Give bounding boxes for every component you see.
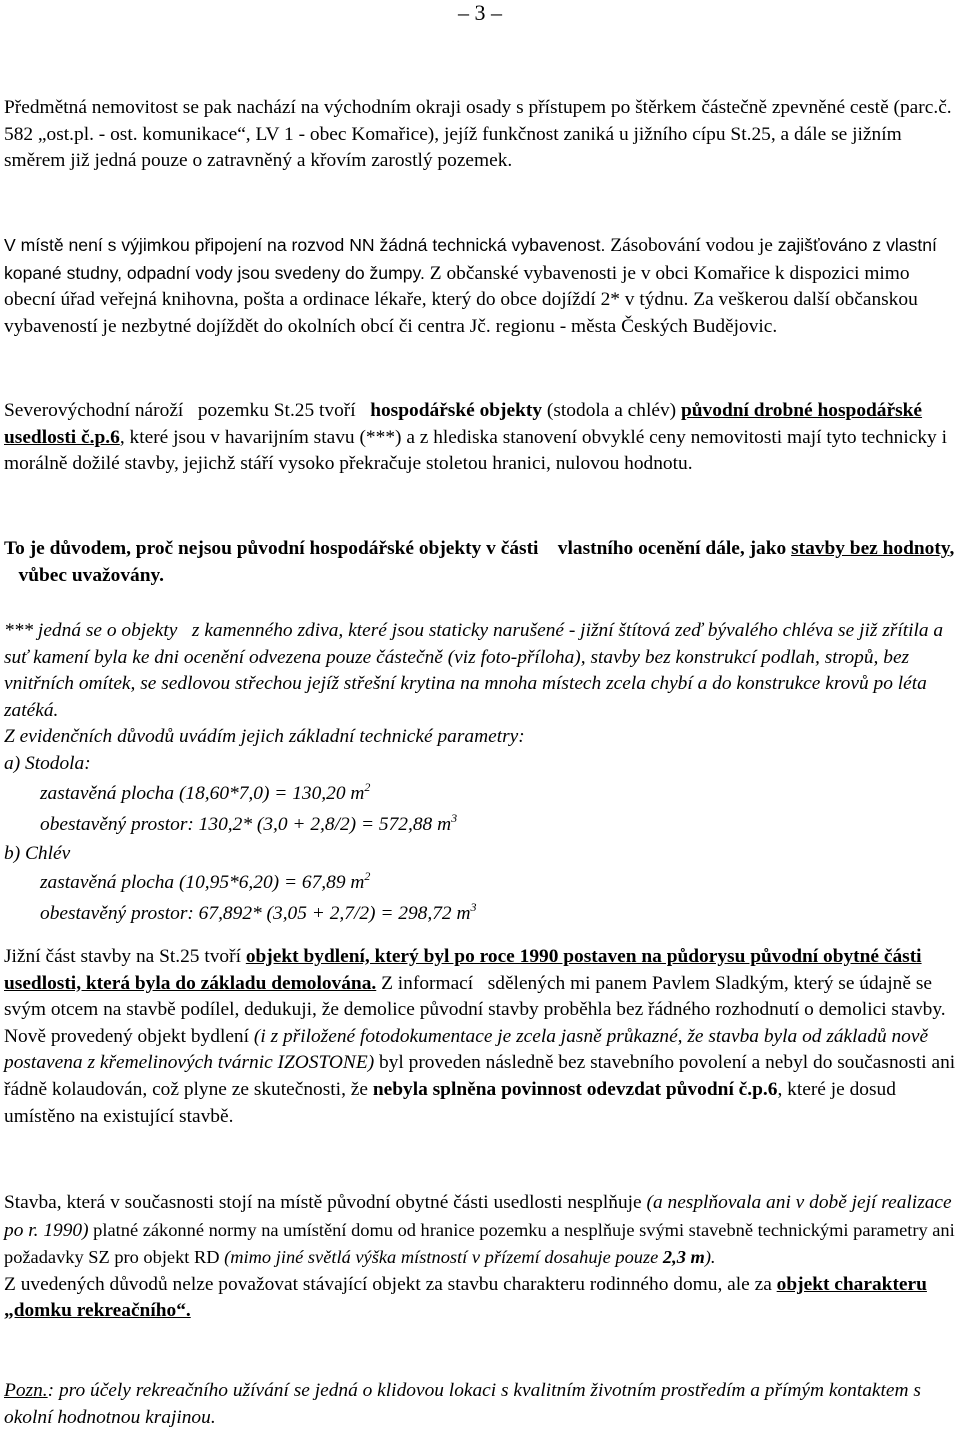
paragraph-property-location (4, 95, 956, 175)
text-italic: (i z přiložené fotodokumentace je zcela jasně průkazné, že stavba byla od základů nově postavena z křemelinových tvárnic IZOSTONE) (4, 1025, 929, 1074)
parameter-value: zastavěná plocha (10,95*6,20) = 67,89 m (40, 871, 365, 893)
parameter-value: obestavěný prostor: 67,892* (3,05 + 2,7/2) = 298,72 m (40, 902, 471, 924)
parameter-label: a) Stodola: (4, 752, 91, 774)
parameters-intro: Z evidenčních důvodů uvádím jejich základní technické parametry: (4, 726, 525, 748)
text-sans: V místě není s výjimkou připojení na rozvod NN žádná technická vybavenost. (4, 235, 606, 255)
paragraph-conclusion (4, 536, 956, 589)
paragraph-amenities (4, 232, 956, 340)
text-bold-underline: objekt charakteru „domku rekreačního“. (4, 1273, 927, 1322)
paragraph-note (4, 1378, 956, 1431)
text-italic: ). (704, 1247, 716, 1268)
text: Nově provedený objekt bydlení (4, 1025, 254, 1047)
parameter-value: zastavěná plocha (18,60*7,0) = 130,20 m (40, 782, 365, 804)
footnote-text: *** jedná se o objekty z kamenného zdiva, které jsou staticky narušené - jižní štítová zeď bývalého chléva se již zřítila a suť kamení byla ke dni ocenění odvezena pouze částečně (viz foto-příloha), stavby bez konstrukcí podlah, stropů, bez vnitřních omítek, se sedlovou střechou jejíž střešní krytina na mnoha místech zcela chybí a do konstrukce krovů po léta zatéká. (4, 620, 944, 721)
exponent: 2 (364, 868, 371, 883)
text: Z informací sdělených mi panem Pavlem Sladkým, který se údajně se svým otcem na stavbě podílel, dedukuji, že demolice původní stavby proběhla bez řádného rozhodnutí o demolici stavby. (4, 972, 946, 1021)
paragraph-dwelling (4, 944, 956, 1130)
paragraph-farm-buildings (4, 398, 956, 478)
text-bold: , vůbec uvažovány. (4, 538, 955, 586)
parameter-value: obestavěný prostor: 130,2* (3,0 + 2,8/2) = 572,88 m (40, 813, 452, 835)
text: Stavba, která v současnosti stojí na místě původní obytné části usedlosti nesplňuje (4, 1192, 647, 1213)
text-italic: (a nesplňovala ani v době její realizace po r. 1990) (4, 1192, 952, 1241)
text: Jižní část stavby na St.25 tvoří (4, 946, 246, 967)
text: , které je dosud umístěno na existující stavbě. (4, 1078, 896, 1127)
paragraph-text: Předmětná nemovitost se pak nachází na východním okraji osady s přístupem po štěrkem částečně zpevněné cestě (parc.č. 582 „ost.pl. - ost. komunikace“, LV 1 - obec Komařice), jejíž funkčnost zaniká u jižního cípu St.25, a dále se jižním směrem již jedná pouze o zatravněný a křovím zarostlý pozemek. (4, 97, 952, 172)
text-bold: nebyla splněna povinnost odevzdat původní č.p.6 (372, 1078, 778, 1100)
text-bold: To je důvodem, proč nejsou původní hospodářské objekty v části vlastního ocenění dále, jako (4, 538, 792, 559)
text-serif: Za veškerou další občanskou vybaveností je nezbytné dojíždět do okolních obcí či centra Jč. regionu - města Českých Budějovic. (4, 289, 918, 337)
note-text: : pro účely rekreačního užívání se jedná o klidovou lokaci s kvalitním životním prostředím a přímým kontaktem s okolní hodnotnou krajinou. (4, 1380, 921, 1428)
text-bold-underline: stavby bez hodnoty (791, 538, 950, 559)
text: byl proveden následně bez stavebního povolení a nebyl do současnosti ani řádně kolaudován, což plyne ze skutečnosti, že (4, 1052, 956, 1100)
text: , které jsou v havarijním stavu (***) a z hlediska stanovení obvyklé ceny nemovitosti mají tyto technicky i morálně dožilé stavby, jejichž stáří vysoko překračuje stoletou hranici, nulovou hodnotu. (4, 426, 947, 475)
text: (stodola a chlév) (542, 400, 681, 421)
text-sans: zajišťováno z vlastní kopané studny, odpadní vody jsou svedeny do žumpy. (4, 235, 937, 283)
text-bold: hospodářské objekty (370, 400, 543, 421)
text-serif: Z občanské (424, 262, 524, 284)
text-serif: Zásobování vodou je (605, 235, 778, 256)
text: Z uvedených důvodů nelze považovat stávající objekt za stavbu charakteru rodinného domu, ale za (4, 1273, 777, 1295)
paragraph-footnote-parameters (4, 618, 956, 929)
exponent: 3 (451, 810, 458, 825)
text: platné zákonné normy na umístění domu od hranice pozemku a nesplňuje svými stavebně technickými parametry ani požadavky SZ pro objekt RD (4, 1219, 955, 1268)
exponent: 3 (470, 899, 477, 914)
text-bold-underline: objekt bydlení, který byl po roce 1990 postaven na půdorysu původní obytné části usedlosti, která byla do základu demolována. (4, 946, 922, 994)
exponent: 2 (364, 779, 371, 794)
text-italic: (mimo jiné světlá výška místností v přízemí dosahuje pouze (224, 1247, 663, 1268)
paragraph-non-compliance (4, 1190, 956, 1325)
parameter-label: b) Chlév (4, 842, 71, 864)
text-bold-italic: 2,3 m (662, 1247, 705, 1268)
text-bold-underline: původní drobné hospodářské usedlosti č.p.6 (4, 400, 923, 448)
text: Severovýchodní nároží pozemku St.25 tvoří (4, 400, 371, 421)
text-serif: vybavenosti je v obci Komařice k dispozici mimo obecní úřad veřejná knihovna, pošta a ordinace lékaře, který do obce dojíždí 2* v týdnu. (4, 262, 910, 311)
page-number: – 3 – (458, 0, 502, 25)
note-label: Pozn. (4, 1380, 48, 1401)
